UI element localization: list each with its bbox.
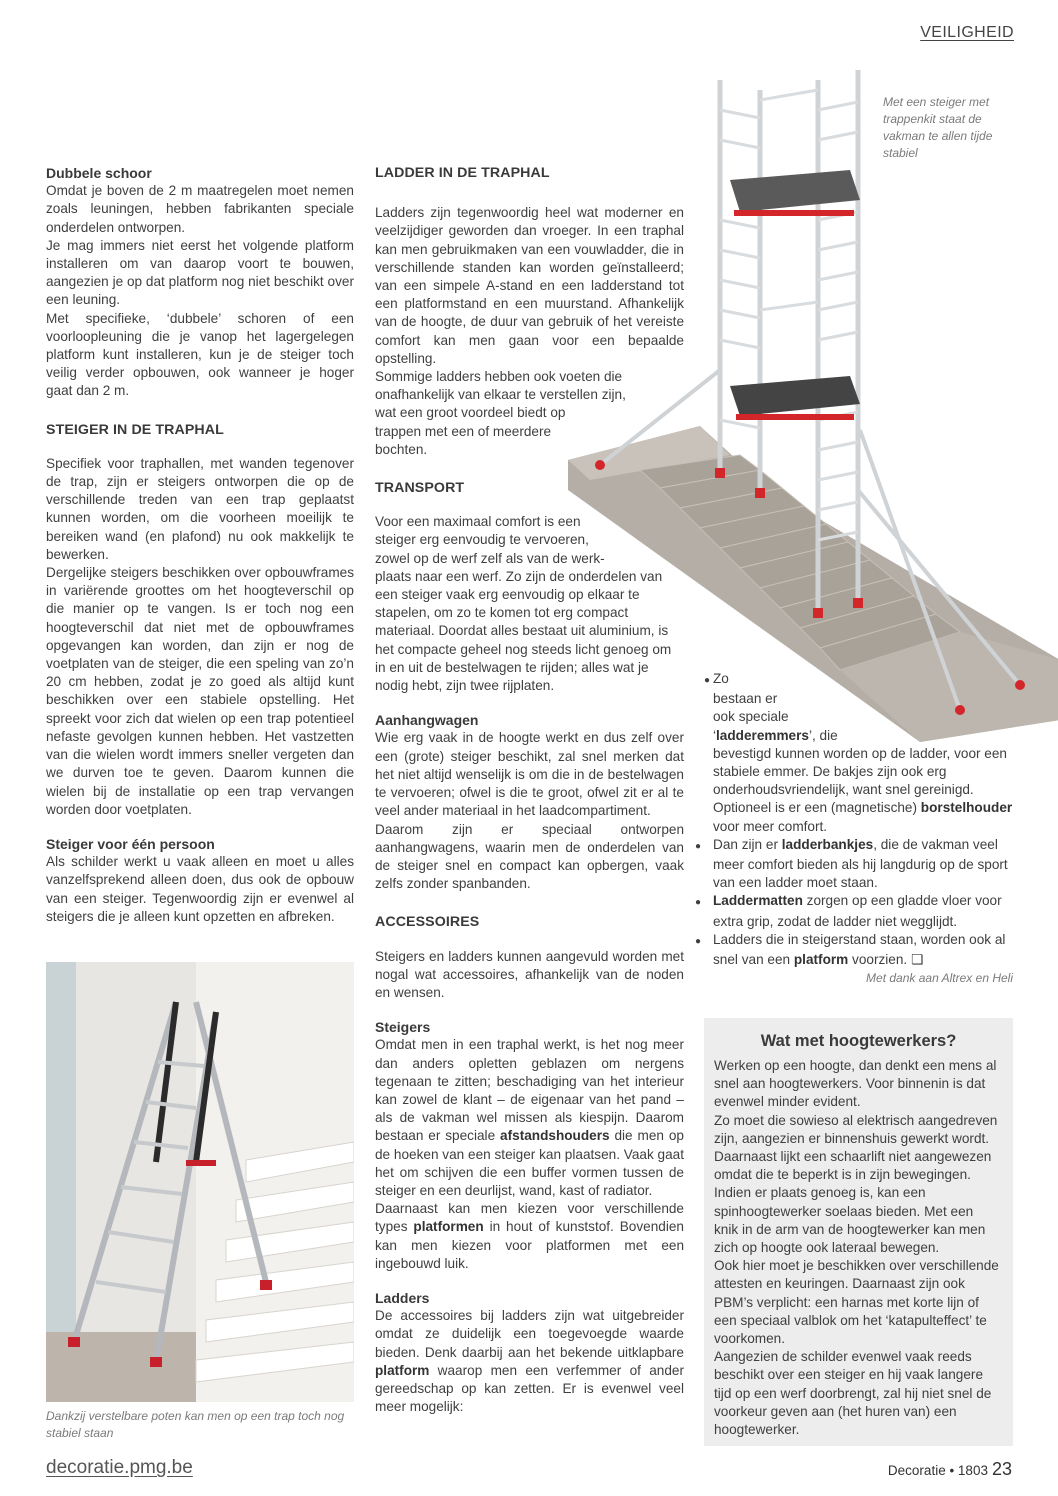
paragraph: Omdat men in een traphal werkt, is het nog meer dan anders opletten geblazen om nergens tegenaan te zitten; beschadiging van het interieur kan zowel de klant – de eigenaar van het pand – als de vakman wel missen als kiespijn. Daarom bestaan er speciale afstandshouders die men op de hoeken van een steiger kan plaatsen. Vaak gaat het om schijven die een buffer vormen tussen de steiger en een deurlijst, wand, kast of radiator. xyxy=(375,1037,684,1198)
heading-transport: TRANSPORT xyxy=(375,480,465,497)
paragraph: Aangezien de schilder evenwel vaak reeds beschikt over een steiger en hij vaak langere tijd op een werf doorbrengt, zal hij niet snel de voorkeur geven aan (het huren van) een hoogtewerker. xyxy=(714,1349,992,1438)
heading-steiger-een-persoon: Steiger voor één persoon xyxy=(46,835,215,852)
ladder-on-stairs-photo xyxy=(46,962,354,1402)
heading-accessoires: ACCESSOIRES xyxy=(375,914,480,931)
list-item: ● Zo bestaan er ook speciale ‘ladderemmers’, die bevestigd kunnen worden op de ladder, voor een stabiele emmer. De bakjes zijn ook erg onderhoudsvriendelijk, want snel gereinigd. Optioneel is er een (magnetische) borstelhouder voor meer comfort. xyxy=(704,671,1013,834)
list-item: ● Dan zijn er ladderbankjes, die de vakman veel meer comfort bieden als hij langdurig op de sport van een ladder moet staan. xyxy=(695,836,1008,891)
bullet-icon: ● xyxy=(695,935,702,947)
column-1 xyxy=(46,164,354,926)
column-2 xyxy=(375,164,684,1416)
magazine-issue: Decoratie • 1803 xyxy=(887,1463,988,1478)
paragraph: Indien er plaats genoeg is, kan een spinhoogtewerker soelaas bieden. Met een knik in de arm van de hoogtewerker kan men zich op hoogte ook lateraal bewegen. xyxy=(714,1185,986,1256)
section-label: VEILIGHEID xyxy=(920,24,1014,41)
paragraph: Dergelijke steigers beschikken over opbouwframes in variërende groottes om het hoogteverschil op die manier op te vangen. Is er toch nog een hoogteverschil dat niet met de opbouwframes opgevangen kan worden, dan zijn er nog de voetplaten van de steiger, die een speling van zo’n 20 cm hebben, zodat je zo goed als altijd kunt beschikken over een stabiele opstelling. Het spreekt voor zich dat wielen op een trap potentieel nefaste gevolgen kunnen hebben. Het vastzetten van die wielen wordt immers sneller vergeten dan we durven toe te geven. Daarom kunnen die wielen bij de installatie op een trap vervangen worden door voetplaten. xyxy=(46,565,354,817)
page-footer xyxy=(888,1459,1012,1480)
paragraph: Als schilder werkt u vaak alleen en moet u alles vanzelfsprekend alleen doen, dus ook de opbouw van een steiger. Tegenwoordig zijn er evenwel al steigers die je alleen kunt opzetten en afbreken. xyxy=(46,854,354,924)
bullet-icon: ● xyxy=(695,840,702,852)
paragraph: Ook hier moet je beschikken over verschillende attesten en keuringen. Daarnaast zijn ook PBM’s verplicht: een harnas met korte lijn of een speciaal valblok om het ‘katapulteffect’ te voorkomen. xyxy=(714,1258,999,1347)
heading-steiger-in-de-traphal: STEIGER IN DE TRAPHAL xyxy=(46,421,224,438)
scaffold-caption: Met een steiger met trappenkit staat de vakman te allen tijde stabiel xyxy=(883,95,993,160)
website-link[interactable]: decoratie.pmg.be xyxy=(46,1457,193,1478)
heading-ladders: Ladders xyxy=(375,1289,430,1306)
heading-ladder-in-de-traphal: LADDER IN DE TRAPHAL xyxy=(375,165,550,181)
heading-steigers: Steigers xyxy=(375,1019,431,1036)
paragraph: Werken op een hoogte, dan denkt een mens al snel aan hoogtewerkers. Voor binnenin is dat evenwel minder evident. xyxy=(714,1058,997,1110)
paragraph: Je mag immers niet eerst het volgende platform installeren om van daarop voort te bouwen, aangezien je op dat platform nog niet beschikt over een leuning. xyxy=(46,237,354,308)
paragraph: Daarnaast kan men kiezen voor verschillende types platformen in hout of kunststof. Bovendien kan men kiezen voor platformen met een ingebouwd luik. xyxy=(375,1201,684,1271)
sidebar-box-hoogtewerkers xyxy=(704,1018,1013,1446)
heading-aanhangwagen: Aanhangwagen xyxy=(375,712,479,729)
list-item: ● Ladders die in steigerstand staan, worden ook al snel van een platform voorzien. ❏ xyxy=(695,931,1006,968)
page-number: 23 xyxy=(991,1459,1012,1479)
ladder-caption: Dankzij verstelbare poten kan men op een trap toch nog stabiel staan xyxy=(46,1409,345,1440)
paragraph-wrap: Sommige ladders hebben ook voeten die onafhankelijk van elkaar te verstellen zijn, wat een groot voordeel biedt op trappen met een of meerdere bochten. xyxy=(375,369,626,457)
bullet-icon: ● xyxy=(695,897,702,909)
paragraph-wrap: Voor een maximaal comfort is een steiger erg eenvoudig te vervoeren, zowel op de werf zelf als van de werk- plaats naar een werf. Zo zijn de onderdelen van een steiger vaak erg eenvoudig op elkaar te stapelen, om zo te komen tot erg compact materiaal. Doordat alles bestaat uit aluminium, is het compacte geheel nog steeds licht genoeg om in en uit de bestelwagen te rijden; alles wat je nodig hebt, zijn twee rijplaten. xyxy=(375,514,672,694)
bullet-icon: ● xyxy=(704,675,711,686)
paragraph: Steigers en ladders kunnen aangevuld worden met nogal wat accessoires, afhankelijk van de noden en wensen. xyxy=(375,948,684,1000)
paragraph: Wie erg vaak in de hoogte werkt en dus zelf over een (grote) steiger beschikt, zal snel merken dat het niet altijd wenselijk is om die in de bestelwagen te vervoeren; ofwel is die te groot, ofwel zit er al te veel ander materiaal in het laadcompartiment. xyxy=(375,730,684,819)
paragraph: Met specifieke, ‘dubbele’ schoren of een voorloopleuning die je vanop het lagergelegen platform kunt installeren, kun je de steiger toch veilig verder opbouwen, ook wanneer je hoger gaat dan 2 m. xyxy=(46,310,354,399)
paragraph: Daarom zijn er speciaal ontworpen aanhangwagens, waarin men de onderdelen van de steiger snel en compact kan opbergen, vaak zelfs zonder spanbanden. xyxy=(375,821,684,892)
paragraph: Zo moet die sowieso al elektrisch aangedreven zijn, aangezien er binnenshuis gewerkt wordt. xyxy=(714,1112,998,1146)
paragraph: Ladders zijn tegenwoordig heel wat moderner en veelzijdiger geworden dan vroeger. In een traphal kan men gebruikmaken van een vouwladder, die in verschillende standen kan worden geïnstalleerd; van een simpele A-stand en een ladderstand tot een platformstand en een muurstand. Afhankelijk van de hoogte, de duur van gebruik of het vereiste comfort kan men gaan voor een bepaalde opstelling. xyxy=(375,205,684,366)
accessory-bullet-list xyxy=(695,670,1013,987)
paragraph: De accessoires bij ladders zijn wat uitgebreider omdat ze duidelijk een toegevoegde waarde bieden. Denk daarbij aan het bekende uitklapbare platform waarop men een verfemmer of ander gereedschap op kan zetten. Er is evenwel veel meer mogelijk: xyxy=(375,1308,684,1415)
sidebar-title: Wat met hoogtewerkers? xyxy=(760,1032,957,1050)
paragraph: Omdat je boven de 2 m maatregelen moet nemen zoals leuningen, hebben fabrikanten speciale onderdelen ontworpen. xyxy=(46,183,354,235)
list-item: ● Laddermatten zorgen op een gladde vloer voor extra grip, zodat de ladder niet wegglijdt. xyxy=(695,893,1002,929)
paragraph: Specifiek voor traphallen, met wanden tegenover de trap, zijn er steigers ontworpen die op de verschillende treden van een trap geplaatst kunnen worden, om die voorheen moeilijk te bereiken wand (en plafond) nu ook makkelijk te bewerken. xyxy=(46,455,354,562)
heading-dubbele-schoor: Dubbele schoor xyxy=(46,165,152,181)
credit-caption: Met dank aan Altrex en Heli xyxy=(866,971,1013,986)
end-of-article-icon: ❏ xyxy=(910,952,924,968)
paragraph: Daarnaast lijkt een schaarlift niet aangewezen omdat die te beperkt is in zijn bewegingen. xyxy=(714,1149,992,1183)
